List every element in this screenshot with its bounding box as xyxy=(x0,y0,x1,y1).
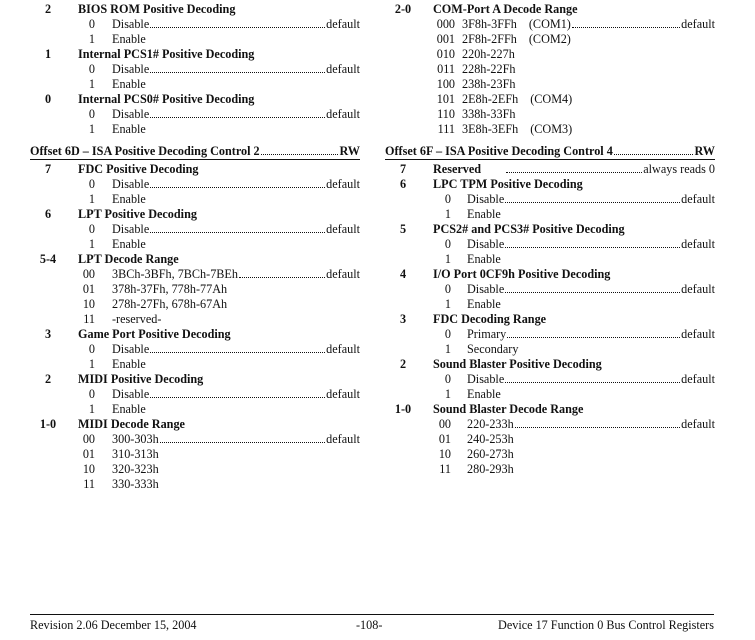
option-text: Enable xyxy=(112,32,146,46)
option-text: 260-273h xyxy=(467,447,514,461)
com-port-label: (COM4) xyxy=(530,92,573,106)
option-code: 1 xyxy=(88,237,95,251)
option-row xyxy=(385,282,715,297)
option-row xyxy=(30,462,360,477)
default-note: default xyxy=(326,62,360,76)
bit-number: 5-4 xyxy=(39,252,57,266)
bit-number: 7 xyxy=(399,162,407,176)
option-row xyxy=(385,107,715,122)
option-row xyxy=(385,447,715,462)
option-text: Enable xyxy=(467,387,501,401)
option-text: 220h-227h xyxy=(462,47,515,61)
option-text: 310-313h xyxy=(112,447,159,461)
option-code: 100 xyxy=(436,77,455,91)
option-row xyxy=(30,402,360,417)
com-port-label: (COM1) xyxy=(528,17,571,31)
leader xyxy=(506,172,642,173)
option-code: 1 xyxy=(88,77,95,91)
leader xyxy=(150,72,325,73)
option-text: Disable xyxy=(467,372,505,386)
option-text: 330-333h xyxy=(112,477,159,491)
option-text: Disable xyxy=(112,222,150,236)
field-title: Internal PCS1# Positive Decoding xyxy=(78,47,255,61)
option-code: 1 xyxy=(444,207,451,221)
option-code: 110 xyxy=(437,107,455,121)
left-column xyxy=(30,2,360,492)
bit-number: 6 xyxy=(44,207,52,221)
option-code: 0 xyxy=(444,237,451,251)
field-row xyxy=(385,357,715,372)
leader xyxy=(505,202,680,203)
default-note: default xyxy=(326,342,360,356)
option-code: 1 xyxy=(88,122,95,136)
option-row xyxy=(385,77,715,92)
option-code: 01 xyxy=(82,447,95,461)
bit-number: 0 xyxy=(44,92,52,106)
option-row xyxy=(385,342,715,357)
option-text: Primary xyxy=(467,327,507,341)
option-code: 0 xyxy=(444,372,451,386)
field-title: FDC Decoding Range xyxy=(433,312,547,326)
register-title: Offset 6F – ISA Positive Decoding Control 4 xyxy=(385,144,613,158)
option-text: 2E8h-2EFh xyxy=(462,92,519,106)
option-code: 1 xyxy=(444,252,451,266)
option-row xyxy=(30,122,360,137)
option-text: -reserved- xyxy=(112,312,162,326)
reserved-note: always reads 0 xyxy=(643,162,715,176)
option-text: Enable xyxy=(112,77,146,91)
field-title: MIDI Decode Range xyxy=(78,417,185,431)
option-code: 0 xyxy=(444,282,451,296)
register-access: RW xyxy=(694,144,715,158)
option-code: 01 xyxy=(82,282,95,296)
field-title: Sound Blaster Decode Range xyxy=(433,402,584,416)
field-row xyxy=(385,2,715,17)
option-row xyxy=(385,192,715,207)
field-row xyxy=(30,162,360,177)
option-row xyxy=(30,312,360,327)
option-code: 010 xyxy=(436,47,455,61)
option-text: 278h-27Fh, 678h-67Ah xyxy=(112,297,228,311)
leader xyxy=(515,427,680,428)
option-text: 3F8h-3FFh xyxy=(462,17,517,31)
default-note: default xyxy=(326,432,360,446)
leader xyxy=(150,117,325,118)
option-code: 0 xyxy=(88,177,95,191)
field-row xyxy=(30,252,360,267)
field-row xyxy=(30,327,360,342)
footer-page-number: -108- xyxy=(356,618,383,632)
option-row xyxy=(30,77,360,92)
footer-revision: Revision 2.06 December 15, 2004 xyxy=(30,618,197,632)
option-row xyxy=(385,462,715,477)
leader xyxy=(507,337,680,338)
option-row xyxy=(30,357,360,372)
option-text: 2F8h-2FFh xyxy=(462,32,517,46)
option-row xyxy=(30,222,360,237)
option-row xyxy=(385,297,715,312)
option-row xyxy=(385,327,715,342)
bit-number: 5 xyxy=(399,222,407,236)
option-code: 10 xyxy=(82,297,95,311)
option-code: 10 xyxy=(438,447,451,461)
field-title: LPC TPM Positive Decoding xyxy=(433,177,583,191)
option-row xyxy=(385,122,715,137)
field-row xyxy=(385,312,715,327)
field-row xyxy=(30,47,360,62)
bit-number: 3 xyxy=(44,327,52,341)
leader xyxy=(150,352,325,353)
right-column xyxy=(385,2,715,477)
bit-number: 2-0 xyxy=(394,2,412,16)
option-text: 338h-33Fh xyxy=(462,107,516,121)
default-note: default xyxy=(681,282,715,296)
option-text: 280-293h xyxy=(467,462,514,476)
bit-number: 1-0 xyxy=(394,402,412,416)
bit-number: 4 xyxy=(399,267,407,281)
com-port-label: (COM3) xyxy=(530,122,573,136)
option-text: 220-233h xyxy=(467,417,514,431)
option-row xyxy=(385,432,715,447)
default-note: default xyxy=(326,107,360,121)
field-title: PCS2# and PCS3# Positive Decoding xyxy=(433,222,625,236)
default-note: default xyxy=(326,387,360,401)
field-title: I/O Port 0CF9h Positive Decoding xyxy=(433,267,611,281)
option-text: Disable xyxy=(467,237,505,251)
leader xyxy=(150,397,325,398)
option-code: 11 xyxy=(439,462,451,476)
bit-number: 2 xyxy=(399,357,407,371)
option-row xyxy=(385,47,715,62)
option-text: Enable xyxy=(112,402,146,416)
field-title: BIOS ROM Positive Decoding xyxy=(78,2,236,16)
option-text: Disable xyxy=(112,177,150,191)
bit-number: 6 xyxy=(399,177,407,191)
option-code: 01 xyxy=(438,432,451,446)
option-text: 3BCh-3BFh, 7BCh-7BEh xyxy=(112,267,238,281)
field-row xyxy=(385,177,715,192)
option-code: 1 xyxy=(444,342,451,356)
default-note: default xyxy=(681,327,715,341)
option-row xyxy=(30,177,360,192)
bit-number: 1-0 xyxy=(39,417,57,431)
option-text: 238h-23Fh xyxy=(462,77,516,91)
option-code: 011 xyxy=(437,62,455,76)
option-text: Disable xyxy=(112,62,150,76)
option-code: 1 xyxy=(444,297,451,311)
option-code: 000 xyxy=(436,17,455,31)
option-code: 0 xyxy=(444,327,451,341)
option-row xyxy=(385,62,715,77)
option-row xyxy=(30,237,360,252)
field-row xyxy=(30,2,360,17)
option-row xyxy=(385,237,715,252)
header-leader xyxy=(614,154,694,155)
option-text: Enable xyxy=(467,207,501,221)
default-note: default xyxy=(681,237,715,251)
page-footer xyxy=(30,614,714,635)
field-row xyxy=(30,372,360,387)
option-code: 0 xyxy=(88,387,95,401)
option-text: Secondary xyxy=(467,342,519,356)
option-text: 3E8h-3EFh xyxy=(462,122,519,136)
option-row xyxy=(385,92,715,107)
option-row xyxy=(30,107,360,122)
option-code: 101 xyxy=(436,92,455,106)
option-code: 11 xyxy=(83,477,95,491)
field-row xyxy=(385,402,715,417)
field-title: COM-Port A Decode Range xyxy=(433,2,578,16)
option-code: 1 xyxy=(444,387,451,401)
left-top-fields xyxy=(30,2,360,137)
option-row xyxy=(385,372,715,387)
option-row xyxy=(385,17,715,32)
option-code: 1 xyxy=(88,192,95,206)
option-row xyxy=(30,387,360,402)
register-header-6d xyxy=(30,143,360,160)
option-code: 001 xyxy=(436,32,455,46)
option-code: 0 xyxy=(444,192,451,206)
leader xyxy=(505,382,680,383)
option-row xyxy=(30,267,360,282)
option-row xyxy=(30,282,360,297)
field-title: Reserved xyxy=(433,162,482,176)
option-text: Disable xyxy=(467,192,505,206)
option-text: Disable xyxy=(112,342,150,356)
reserved-bit-row xyxy=(385,162,715,177)
option-row xyxy=(30,32,360,47)
default-note: default xyxy=(681,192,715,206)
option-code: 00 xyxy=(82,432,95,446)
option-row xyxy=(385,417,715,432)
option-text: Enable xyxy=(467,297,501,311)
option-code: 0 xyxy=(88,222,95,236)
option-code: 1 xyxy=(88,402,95,416)
field-title: LPT Positive Decoding xyxy=(78,207,197,221)
default-note: default xyxy=(681,372,715,386)
leader xyxy=(150,232,325,233)
option-row xyxy=(30,17,360,32)
option-code: 0 xyxy=(88,107,95,121)
option-text: Disable xyxy=(467,282,505,296)
option-text: Enable xyxy=(112,192,146,206)
option-code: 11 xyxy=(83,312,95,326)
register-title: Offset 6D – ISA Positive Decoding Control 2 xyxy=(30,144,260,158)
leader xyxy=(505,247,680,248)
field-row xyxy=(385,222,715,237)
option-text: 320-323h xyxy=(112,462,159,476)
option-row xyxy=(30,62,360,77)
field-title: Game Port Positive Decoding xyxy=(78,327,231,341)
option-text: Disable xyxy=(112,387,150,401)
bit-number: 3 xyxy=(399,312,407,326)
leader xyxy=(160,442,325,443)
com-port-label: (COM2) xyxy=(528,32,571,46)
option-code: 111 xyxy=(437,122,455,136)
register-header-6f xyxy=(385,143,715,160)
option-row xyxy=(30,192,360,207)
option-row xyxy=(30,297,360,312)
field-title: MIDI Positive Decoding xyxy=(78,372,204,386)
option-row xyxy=(30,342,360,357)
field-row xyxy=(30,417,360,432)
default-note: default xyxy=(326,17,360,31)
bit-number: 2 xyxy=(44,372,52,386)
option-code: 1 xyxy=(88,32,95,46)
option-row xyxy=(385,32,715,47)
header-leader xyxy=(261,154,339,155)
option-text: Enable xyxy=(467,252,501,266)
default-note: default xyxy=(326,222,360,236)
option-text: 240-253h xyxy=(467,432,514,446)
field-title: FDC Positive Decoding xyxy=(78,162,199,176)
option-code: 0 xyxy=(88,342,95,356)
bit-number: 1 xyxy=(44,47,52,61)
option-code: 00 xyxy=(438,417,451,431)
option-row xyxy=(30,447,360,462)
field-title: Sound Blaster Positive Decoding xyxy=(433,357,602,371)
option-code: 0 xyxy=(88,17,95,31)
option-code: 10 xyxy=(82,462,95,476)
field-title: Internal PCS0# Positive Decoding xyxy=(78,92,255,106)
option-text: Disable xyxy=(112,107,150,121)
right-top-fields xyxy=(385,2,715,137)
bit-number: 2 xyxy=(44,2,52,16)
leader xyxy=(572,27,680,28)
field-row xyxy=(30,92,360,107)
option-row xyxy=(385,252,715,267)
default-note: default xyxy=(326,177,360,191)
option-row xyxy=(30,432,360,447)
footer-section: Device 17 Function 0 Bus Control Registers xyxy=(498,618,714,632)
option-row xyxy=(385,207,715,222)
option-row xyxy=(30,477,360,492)
leader xyxy=(150,27,325,28)
option-text: Enable xyxy=(112,357,146,371)
register-6f-fields xyxy=(385,177,715,477)
leader xyxy=(150,187,325,188)
option-code: 00 xyxy=(82,267,95,281)
option-row xyxy=(385,387,715,402)
leader xyxy=(505,292,680,293)
field-row xyxy=(385,267,715,282)
option-text: Disable xyxy=(112,17,150,31)
option-text: Enable xyxy=(112,237,146,251)
option-text: Enable xyxy=(112,122,146,136)
bit-number: 7 xyxy=(44,162,52,176)
field-row xyxy=(30,207,360,222)
option-code: 0 xyxy=(88,62,95,76)
field-title: LPT Decode Range xyxy=(78,252,179,266)
register-6d-fields xyxy=(30,162,360,492)
default-note: default xyxy=(681,17,715,31)
leader xyxy=(239,277,325,278)
register-access: RW xyxy=(339,144,360,158)
default-note: default xyxy=(326,267,360,281)
option-code: 1 xyxy=(88,357,95,371)
option-text: 378h-37Fh, 778h-77Ah xyxy=(112,282,228,296)
option-text: 228h-22Fh xyxy=(462,62,516,76)
default-note: default xyxy=(681,417,715,431)
option-text: 300-303h xyxy=(112,432,159,446)
